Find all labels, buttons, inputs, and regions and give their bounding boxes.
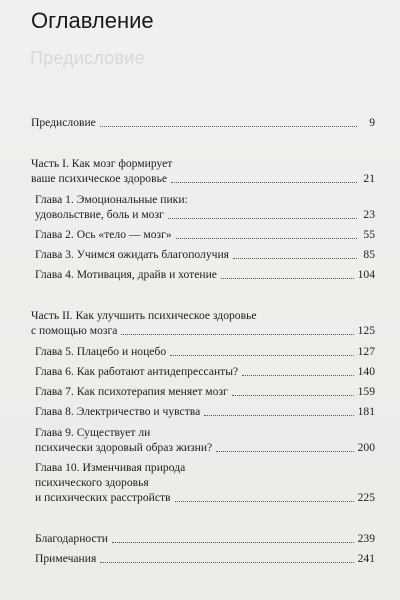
dot-leader	[121, 334, 353, 335]
toc-entry-title: Глава 10. Изменчивая природа	[35, 461, 186, 474]
toc-entry-chapter-2	[35, 227, 375, 242]
toc-line	[31, 323, 375, 338]
dot-leader	[204, 415, 353, 416]
toc-entry-title: и психических расстройств	[35, 491, 171, 504]
toc-entry-title: с помощью мозга	[31, 324, 118, 337]
dot-leader	[168, 218, 357, 219]
toc-line	[35, 384, 375, 399]
toc-entry-title: Часть I. Как мозг формирует	[31, 157, 173, 170]
toc-line	[35, 551, 375, 566]
toc-entry-chapter-1	[35, 192, 375, 222]
toc-line	[35, 404, 375, 419]
dot-leader	[221, 278, 354, 279]
dot-leader	[216, 451, 353, 452]
toc-entry-chapter-10	[35, 460, 375, 505]
toc-entry-title: Глава 5. Плацебо и ноцебо	[35, 345, 167, 358]
toc-entry-title: ваше психическое здоровье	[31, 172, 167, 185]
dot-leader	[100, 126, 357, 127]
toc-entry-preface	[31, 115, 375, 130]
toc-line	[35, 192, 375, 207]
toc-page-number: 9	[369, 116, 375, 129]
toc-entry-title: Примечания	[35, 552, 97, 565]
toc-line	[35, 227, 375, 242]
dot-leader	[171, 182, 357, 183]
toc-entry-title: Глава 2. Ось «тело — мозг»	[35, 228, 172, 241]
dot-leader	[170, 355, 353, 356]
toc-page-number: 125	[357, 324, 375, 337]
toc-entry-acknowledgements	[35, 531, 375, 546]
toc-entry-title: Глава 9. Существует ли	[35, 426, 151, 439]
toc-line	[35, 490, 375, 505]
toc-line	[31, 156, 375, 171]
toc-entry-title: Глава 4. Мотивация, драйв и хотение	[35, 268, 217, 281]
bleed-through-text: Предисловие	[30, 48, 145, 68]
toc-line	[35, 475, 375, 490]
toc-entry-chapter-8	[35, 404, 375, 419]
toc-entry-title: Глава 8. Электричество и чувства	[35, 405, 201, 418]
toc-page-number: 241	[357, 552, 375, 565]
toc-entry-title: Глава 3. Учимся ожидать благополучия	[35, 248, 230, 261]
dot-leader	[100, 562, 353, 563]
toc-entry-title: Глава 1. Эмоциональные пики:	[35, 193, 188, 206]
toc-line	[35, 267, 375, 282]
toc-page-number: 239	[357, 532, 375, 545]
toc-line	[31, 115, 375, 130]
toc-entry-chapter-5	[35, 344, 375, 359]
toc-page-number: 21	[363, 172, 375, 185]
toc-page-number: 200	[357, 441, 375, 454]
toc-entry-title: удовольствие, боль и мозг	[35, 208, 164, 221]
toc-page-number: 225	[357, 491, 375, 504]
toc-entry-title: Предисловие	[31, 116, 96, 129]
toc-entry-title: Глава 6. Как работают антидепрессанты?	[35, 365, 239, 378]
toc-line	[35, 531, 375, 546]
page-title: Оглавление	[31, 8, 154, 33]
toc-entry-title: психического здоровья	[35, 476, 149, 489]
toc-entry-chapter-3	[35, 247, 375, 262]
toc-page-number: 127	[357, 345, 375, 358]
dot-leader	[233, 258, 357, 259]
toc-entry-title: Благодарности	[35, 532, 108, 545]
toc-page-number: 159	[357, 385, 375, 398]
toc-entry-part-2	[31, 308, 375, 338]
toc-entry-notes	[35, 551, 375, 566]
toc-line	[35, 425, 375, 440]
toc-line	[35, 344, 375, 359]
toc-page-number: 140	[357, 365, 375, 378]
toc-entry-chapter-9	[35, 425, 375, 455]
dot-leader	[242, 375, 353, 376]
toc-entry-chapter-4	[35, 267, 375, 282]
toc-line	[31, 308, 375, 323]
toc-entry-title: Часть II. Как улучшить психическое здоровье	[31, 309, 257, 322]
toc-page-number: 55	[363, 228, 375, 241]
toc-page-number: 181	[357, 405, 375, 418]
dot-leader	[232, 395, 354, 396]
toc-line	[35, 460, 375, 475]
toc-page-number: 104	[357, 268, 375, 281]
dot-leader	[175, 501, 354, 502]
toc-line	[35, 207, 375, 222]
toc-line	[35, 247, 375, 262]
toc-entry-title: психически здоровый образ жизни?	[35, 441, 213, 454]
toc-entry-part-1	[31, 156, 375, 186]
toc-page-number: 23	[363, 208, 375, 221]
dot-leader	[176, 238, 357, 239]
toc-line	[31, 171, 375, 186]
toc-entry-chapter-6	[35, 364, 375, 379]
toc-entry-chapter-7	[35, 384, 375, 399]
toc-entry-title: Глава 7. Как психотерапия меняет мозг	[35, 385, 228, 398]
dot-leader	[112, 542, 354, 543]
toc-line	[35, 440, 375, 455]
toc-line	[35, 364, 375, 379]
toc-page-number: 85	[363, 248, 375, 261]
